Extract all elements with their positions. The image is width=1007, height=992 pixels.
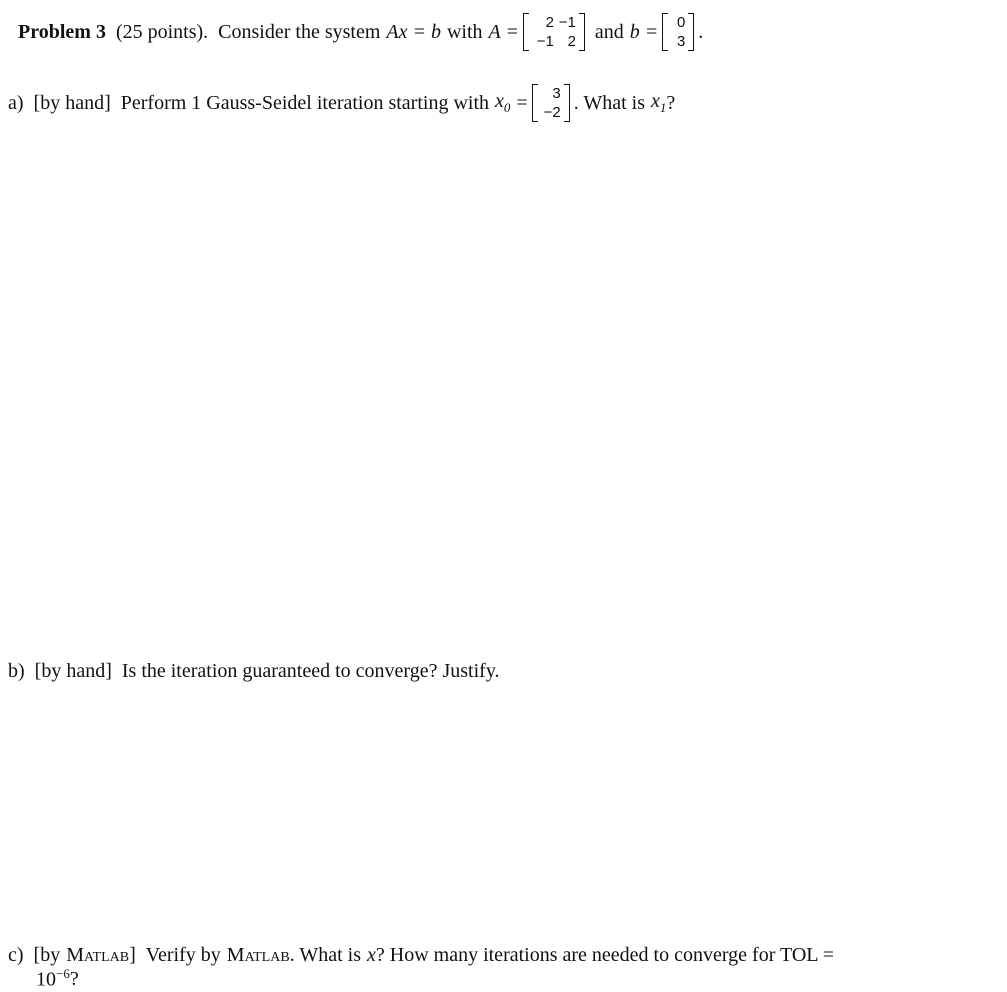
part-c-matlab: Matlab: [226, 943, 290, 966]
vector-b-cell: 0: [676, 14, 686, 31]
system-equation: Ax = b: [386, 20, 441, 43]
matrix-a: [523, 13, 585, 51]
part-c-tag-close: ]: [129, 943, 136, 966]
part-a-tag: [by hand]: [33, 91, 111, 114]
matrix-a-label: A =: [488, 20, 519, 43]
problem-statement: [18, 8, 703, 56]
x0-equals: =: [516, 91, 528, 114]
problem-end-period: .: [698, 20, 704, 43]
part-c-text1: Verify by: [145, 943, 221, 966]
matrix-a-cell: −1: [536, 33, 554, 50]
vector-x0: [532, 84, 570, 122]
part-a: [8, 78, 675, 128]
part-c-tol: [36, 966, 79, 992]
vector-b-label: b =: [629, 20, 659, 43]
problem-points: (25 points).: [115, 20, 209, 43]
matrix-a-cell: −1: [558, 14, 576, 31]
vector-b-right-bracket: [688, 13, 694, 51]
part-a-question: . What is: [573, 91, 645, 114]
part-c-text2: . What is: [289, 943, 361, 966]
x-label: x: [366, 943, 376, 966]
matrix-a-cell: 2: [545, 14, 554, 31]
vector-x0-cell: −2: [543, 104, 561, 121]
part-c-text3: ? How many iterations are needed to converge for TOL =: [375, 943, 835, 966]
part-c-label: c): [8, 943, 24, 966]
part-b-tag: [by hand]: [34, 659, 112, 682]
part-a-question-end: ?: [666, 91, 676, 114]
tol-end: ?: [69, 967, 79, 990]
vector-b-cell: 3: [676, 33, 686, 50]
part-b-text: Is the iteration guaranteed to converge? Justify.: [121, 659, 500, 682]
vector-x0-right-bracket: [564, 84, 570, 122]
part-c: [8, 940, 834, 970]
part-b: [8, 656, 500, 686]
part-b-label: b): [8, 659, 25, 682]
x0-label: $x_0$: [495, 90, 511, 115]
x1-label: $x_1$: [650, 90, 667, 115]
part-a-text: Perform 1 Gauss-Seidel iteration starting with: [120, 91, 490, 114]
and-word: and: [594, 20, 624, 43]
vector-b: [662, 13, 694, 51]
tol-value: $10^{-6}$: [36, 966, 70, 991]
part-c-tag-open: [by: [33, 943, 61, 966]
with-word: with: [446, 20, 483, 43]
matrix-a-cell: 2: [567, 33, 576, 50]
vector-x0-cell: 3: [552, 85, 561, 102]
matrix-a-right-bracket: [579, 13, 585, 51]
part-c-tag-matlab: Matlab: [66, 943, 130, 966]
part-a-label: a): [8, 91, 24, 114]
problem-intro: Consider the system: [218, 20, 381, 43]
problem-title: Problem 3: [18, 20, 106, 43]
